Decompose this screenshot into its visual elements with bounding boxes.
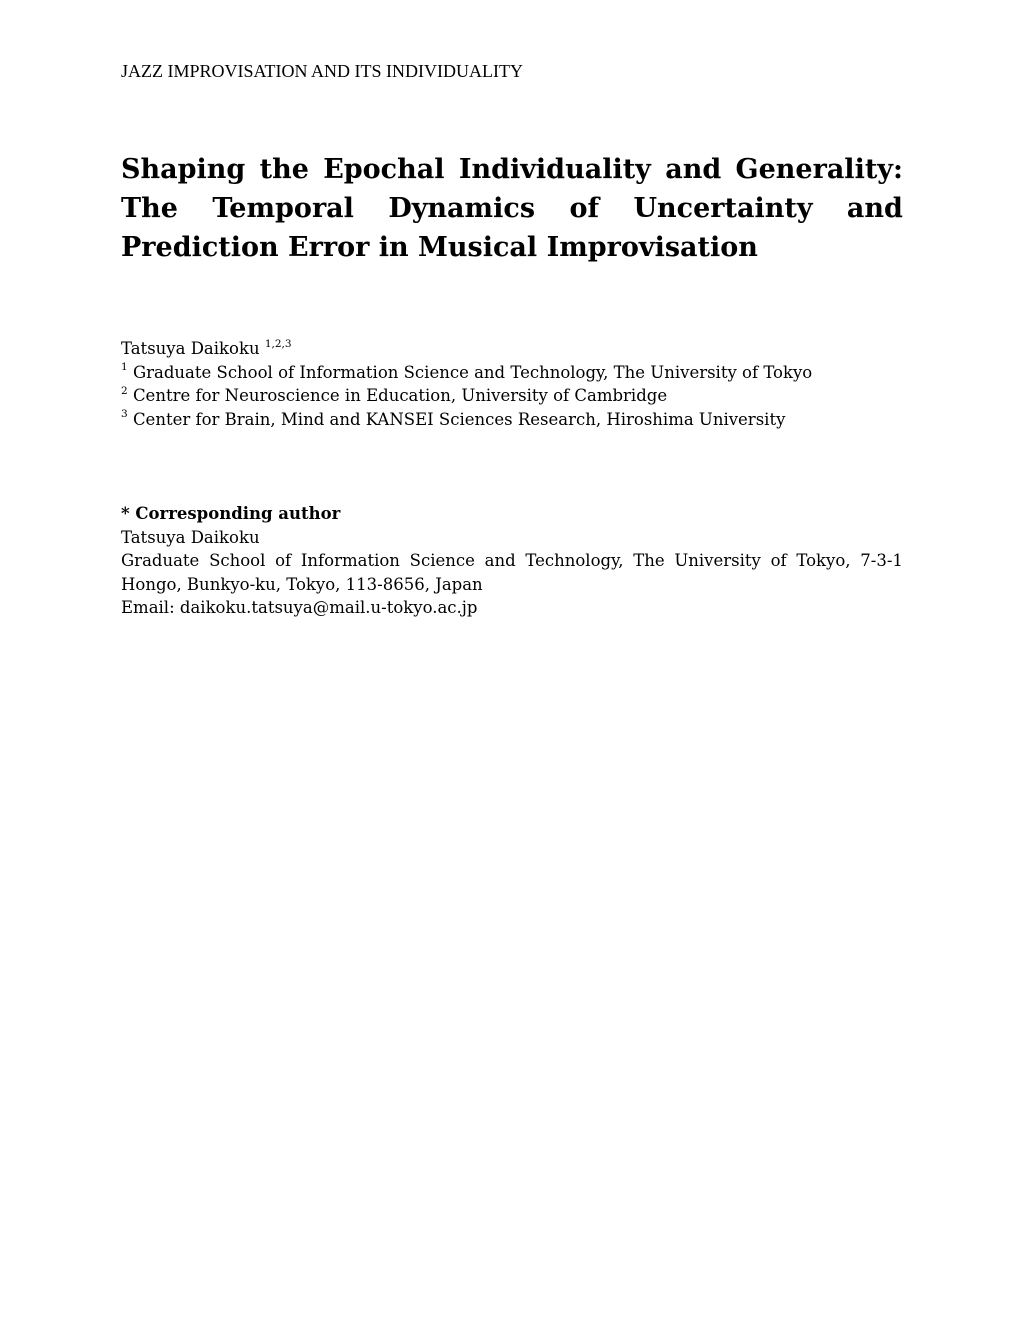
address-word: Tokyo,	[796, 551, 851, 570]
author-affiliation-marks: 1,2,3	[264, 337, 292, 350]
author-name: Tatsuya Daikoku	[121, 339, 260, 358]
title-word: Epochal	[323, 154, 445, 185]
corresponding-author-block	[121, 502, 903, 620]
address-word: of	[275, 551, 292, 570]
title-word: and	[846, 193, 903, 224]
title-line-1	[121, 150, 903, 189]
title-word: Uncertainty	[633, 193, 813, 224]
address-word: Technology,	[525, 551, 624, 570]
title-word: Generality:	[735, 154, 903, 185]
paper-title	[121, 150, 903, 267]
address-word: School	[209, 551, 266, 570]
address-word: University	[674, 551, 761, 570]
title-word: Individuality	[458, 154, 651, 185]
title-word: and	[665, 154, 722, 185]
affiliation-number: 3	[121, 408, 128, 420]
affiliation-text: Center for Brain, Mind and KANSEI Sciences Research, Hiroshima University	[132, 409, 786, 429]
affiliation-number: 1	[121, 361, 128, 373]
author-name-row	[121, 337, 812, 361]
affiliation-2	[121, 384, 812, 408]
corresponding-address-line-2: Hongo, Bunkyo-ku, Tokyo, 113-8656, Japan	[121, 574, 483, 594]
corresponding-name: Tatsuya Daikoku	[121, 527, 260, 547]
affiliation-text: Centre for Neuroscience in Education, University of Cambridge	[132, 386, 668, 405]
affiliation-number: 2	[121, 384, 128, 397]
address-word: Information	[300, 551, 400, 570]
address-word: 7-3-1	[860, 551, 903, 570]
running-head: JAZZ IMPROVISATION AND ITS INDIVIDUALITY	[121, 61, 523, 81]
title-word: Dynamics	[388, 193, 536, 224]
address-word: and	[484, 551, 516, 570]
title-word: Shaping	[121, 154, 246, 185]
affiliation-1	[121, 361, 812, 385]
title-line-3: Prediction Error in Musical Improvisation	[121, 232, 758, 263]
title-word: the	[259, 154, 309, 185]
affiliation-text: Graduate School of Information Science and Technology, The University of Tokyo	[132, 362, 813, 382]
author-block	[121, 337, 812, 431]
address-word: The	[633, 551, 665, 570]
corresponding-heading: * Corresponding author	[121, 504, 341, 523]
title-word: of	[569, 193, 600, 224]
corresponding-email: Email: daikoku.tatsuya@mail.u-tokyo.ac.jp	[121, 598, 478, 617]
address-word: of	[770, 551, 787, 570]
title-word: Temporal	[212, 193, 354, 224]
corresponding-address-line-1	[121, 549, 903, 573]
title-word: The	[121, 193, 178, 224]
address-word: Graduate	[121, 551, 200, 570]
affiliation-3	[121, 408, 812, 432]
address-word: Science	[409, 551, 475, 570]
title-line-2	[121, 189, 903, 228]
